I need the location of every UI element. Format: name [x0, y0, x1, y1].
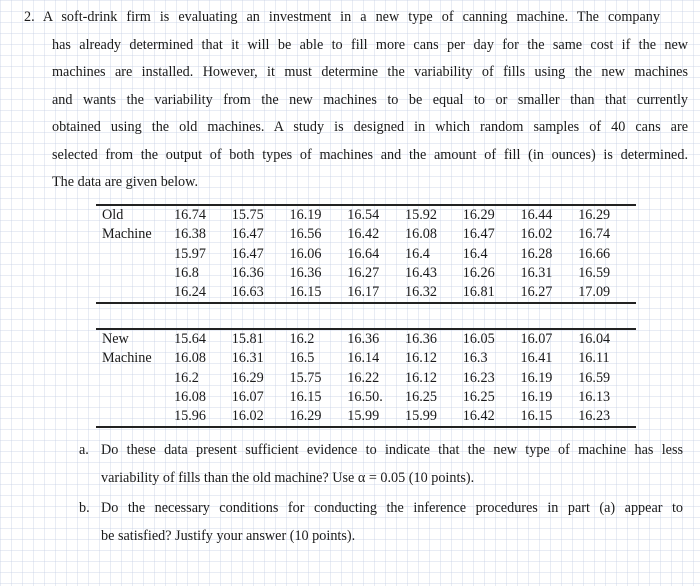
table-cell: 16.23	[462, 369, 495, 386]
table-cell: 16.74	[174, 207, 206, 223]
table-cell: 16.36	[405, 331, 437, 347]
problem-line: machines are installed. However, it must determine the variability of fills using the new machines	[52, 64, 688, 80]
table-cell: 16.17	[347, 284, 380, 301]
table-row	[96, 264, 636, 283]
table-cell: 16.66	[578, 245, 611, 262]
table-row	[96, 329, 636, 349]
table-row	[96, 205, 636, 225]
table-cell: 16.05	[462, 331, 495, 347]
table-cell: 16.42	[347, 226, 380, 243]
table-cell: 16.23	[578, 408, 611, 425]
table-cell: 16.25	[405, 388, 437, 405]
problem-line: obtained using the old machines. A study is designed in which random samples of 40 cans are	[52, 119, 688, 135]
table-cell: 16.74	[578, 226, 611, 243]
table-cell: 16.44	[520, 207, 553, 223]
table-cell: 16.31	[231, 350, 264, 367]
table-cell: 16.2	[174, 369, 199, 386]
table-row	[96, 349, 636, 368]
table-row	[96, 283, 636, 303]
table-cell: 16.64	[347, 245, 380, 262]
table-cell: 16.38	[174, 226, 206, 243]
question-list	[0, 436, 700, 552]
table-cell: 16.8	[174, 264, 199, 281]
table-cell: 15.99	[347, 408, 380, 425]
table-cell: 16.81	[462, 284, 495, 301]
table-cell: 17.09	[578, 284, 611, 301]
table-cell: 16.54	[347, 207, 380, 223]
table-cell: 15.96	[174, 408, 206, 425]
row-label: New	[102, 331, 129, 347]
table-cell: 16.5	[289, 350, 315, 367]
table-cell: 16.02	[231, 408, 264, 425]
table-cell: 15.64	[174, 331, 206, 347]
question-a	[0, 436, 683, 492]
table-cell: 16.47	[231, 245, 264, 262]
problem-line: and wants the variability from the new machines to be equal to or smaller than that currently	[52, 91, 688, 108]
row-label-empty	[96, 388, 174, 407]
table-cell: 16.47	[462, 226, 495, 243]
table-cell: 16.63	[231, 284, 264, 301]
table-row	[96, 225, 636, 244]
row-label-empty	[96, 245, 174, 264]
question-letter: a.	[79, 442, 89, 458]
table-cell: 16.06	[289, 245, 322, 262]
table-row	[96, 388, 636, 407]
question-line: Do these data present sufficient evidence to indicate that the new type of machine has less	[101, 442, 683, 458]
table-cell: 16.3	[462, 350, 488, 367]
table-cell: 16.25	[462, 388, 495, 405]
table-cell: 16.43	[405, 264, 437, 281]
problem-line: 2. A soft-drink firm is evaluating an investment in a new type of canning machine. The company	[24, 9, 660, 25]
row-label: Machine	[102, 226, 152, 243]
row-label-empty	[96, 369, 174, 388]
table-row	[96, 369, 636, 388]
table-cell: 15.97	[174, 245, 206, 262]
table-cell: 15.92	[405, 207, 437, 223]
table-cell: 16.36	[231, 264, 264, 281]
problem-statement	[24, 4, 688, 197]
table-cell: 15.75	[289, 369, 322, 386]
table-cell: 16.11	[578, 350, 610, 367]
question-letter: b.	[79, 500, 90, 516]
table-cell: 16.29	[231, 369, 264, 386]
question-line: Do the necessary conditions for conducting the inference procedures in part (a) appear to	[101, 500, 683, 516]
table-cell: 16.2	[289, 331, 315, 347]
old-machine-table	[96, 204, 636, 304]
table-cell: 16.12	[405, 369, 437, 386]
table-cell: 16.42	[462, 408, 495, 425]
table-cell: 16.24	[174, 284, 206, 301]
table-cell: 16.22	[347, 369, 380, 386]
table-cell: 16.27	[520, 284, 553, 301]
question-line: be satisfied? Justify your answer (10 points).	[101, 528, 356, 544]
problem-line: The data are given below.	[52, 174, 199, 190]
table-cell: 16.19	[289, 207, 322, 223]
table-cell: 16.26	[462, 264, 495, 281]
table-cell: 16.31	[520, 264, 553, 281]
table-cell: 16.27	[347, 264, 380, 281]
table-cell: 16.29	[462, 207, 495, 223]
table-cell: 15.75	[231, 207, 264, 223]
table-cell: 16.13	[578, 388, 611, 405]
new-machine-table	[96, 328, 636, 428]
table-row	[96, 245, 636, 264]
table-cell: 16.19	[520, 369, 553, 386]
row-label-empty	[96, 283, 174, 303]
table-row	[96, 407, 636, 427]
question-b	[0, 494, 683, 550]
table-cell: 16.56	[289, 226, 322, 243]
table-cell: 16.29	[578, 207, 611, 223]
table-cell: 15.81	[231, 331, 264, 347]
row-label-empty	[96, 407, 174, 427]
row-label-empty	[96, 264, 174, 283]
table-cell: 16.36	[347, 331, 380, 347]
table-cell: 16.14	[347, 350, 380, 367]
table-cell: 16.12	[405, 350, 437, 367]
problem-line: selected from the output of both types of machines and the amount of fill (in ounces) is determined.	[52, 146, 688, 163]
row-label: Machine	[102, 350, 152, 367]
table-cell: 16.08	[405, 226, 437, 243]
table-cell: 16.07	[520, 331, 553, 347]
table-cell: 16.15	[520, 408, 553, 425]
table-cell: 16.02	[520, 226, 553, 243]
table-cell: 16.07	[231, 388, 264, 405]
table-cell: 16.41	[520, 350, 553, 367]
table-cell: 16.4	[462, 245, 488, 262]
table-cell: 16.19	[520, 388, 553, 405]
table-cell: 16.32	[405, 284, 437, 301]
table-cell: 16.36	[289, 264, 322, 281]
table-cell: 16.59	[578, 264, 611, 281]
question-line: variability of fills than the old machine? Use α = 0.05 (10 points).	[101, 470, 475, 486]
table-cell: 16.47	[231, 226, 264, 243]
table-cell: 16.29	[289, 408, 322, 425]
table-cell: 16.59	[578, 369, 611, 386]
table-cell: 16.15	[289, 388, 322, 405]
table-cell: 16.4	[405, 245, 430, 262]
table-cell: 16.50.	[347, 388, 383, 405]
row-label: Old	[102, 207, 124, 223]
problem-line: has already determined that it will be able to fill more cans per day for the same cost if the new	[52, 36, 688, 53]
table-cell: 15.99	[405, 408, 437, 425]
table-cell: 16.04	[578, 331, 611, 347]
table-cell: 16.15	[289, 284, 322, 301]
table-cell: 16.28	[520, 245, 553, 262]
table-cell: 16.08	[174, 388, 206, 405]
table-cell: 16.08	[174, 350, 206, 367]
